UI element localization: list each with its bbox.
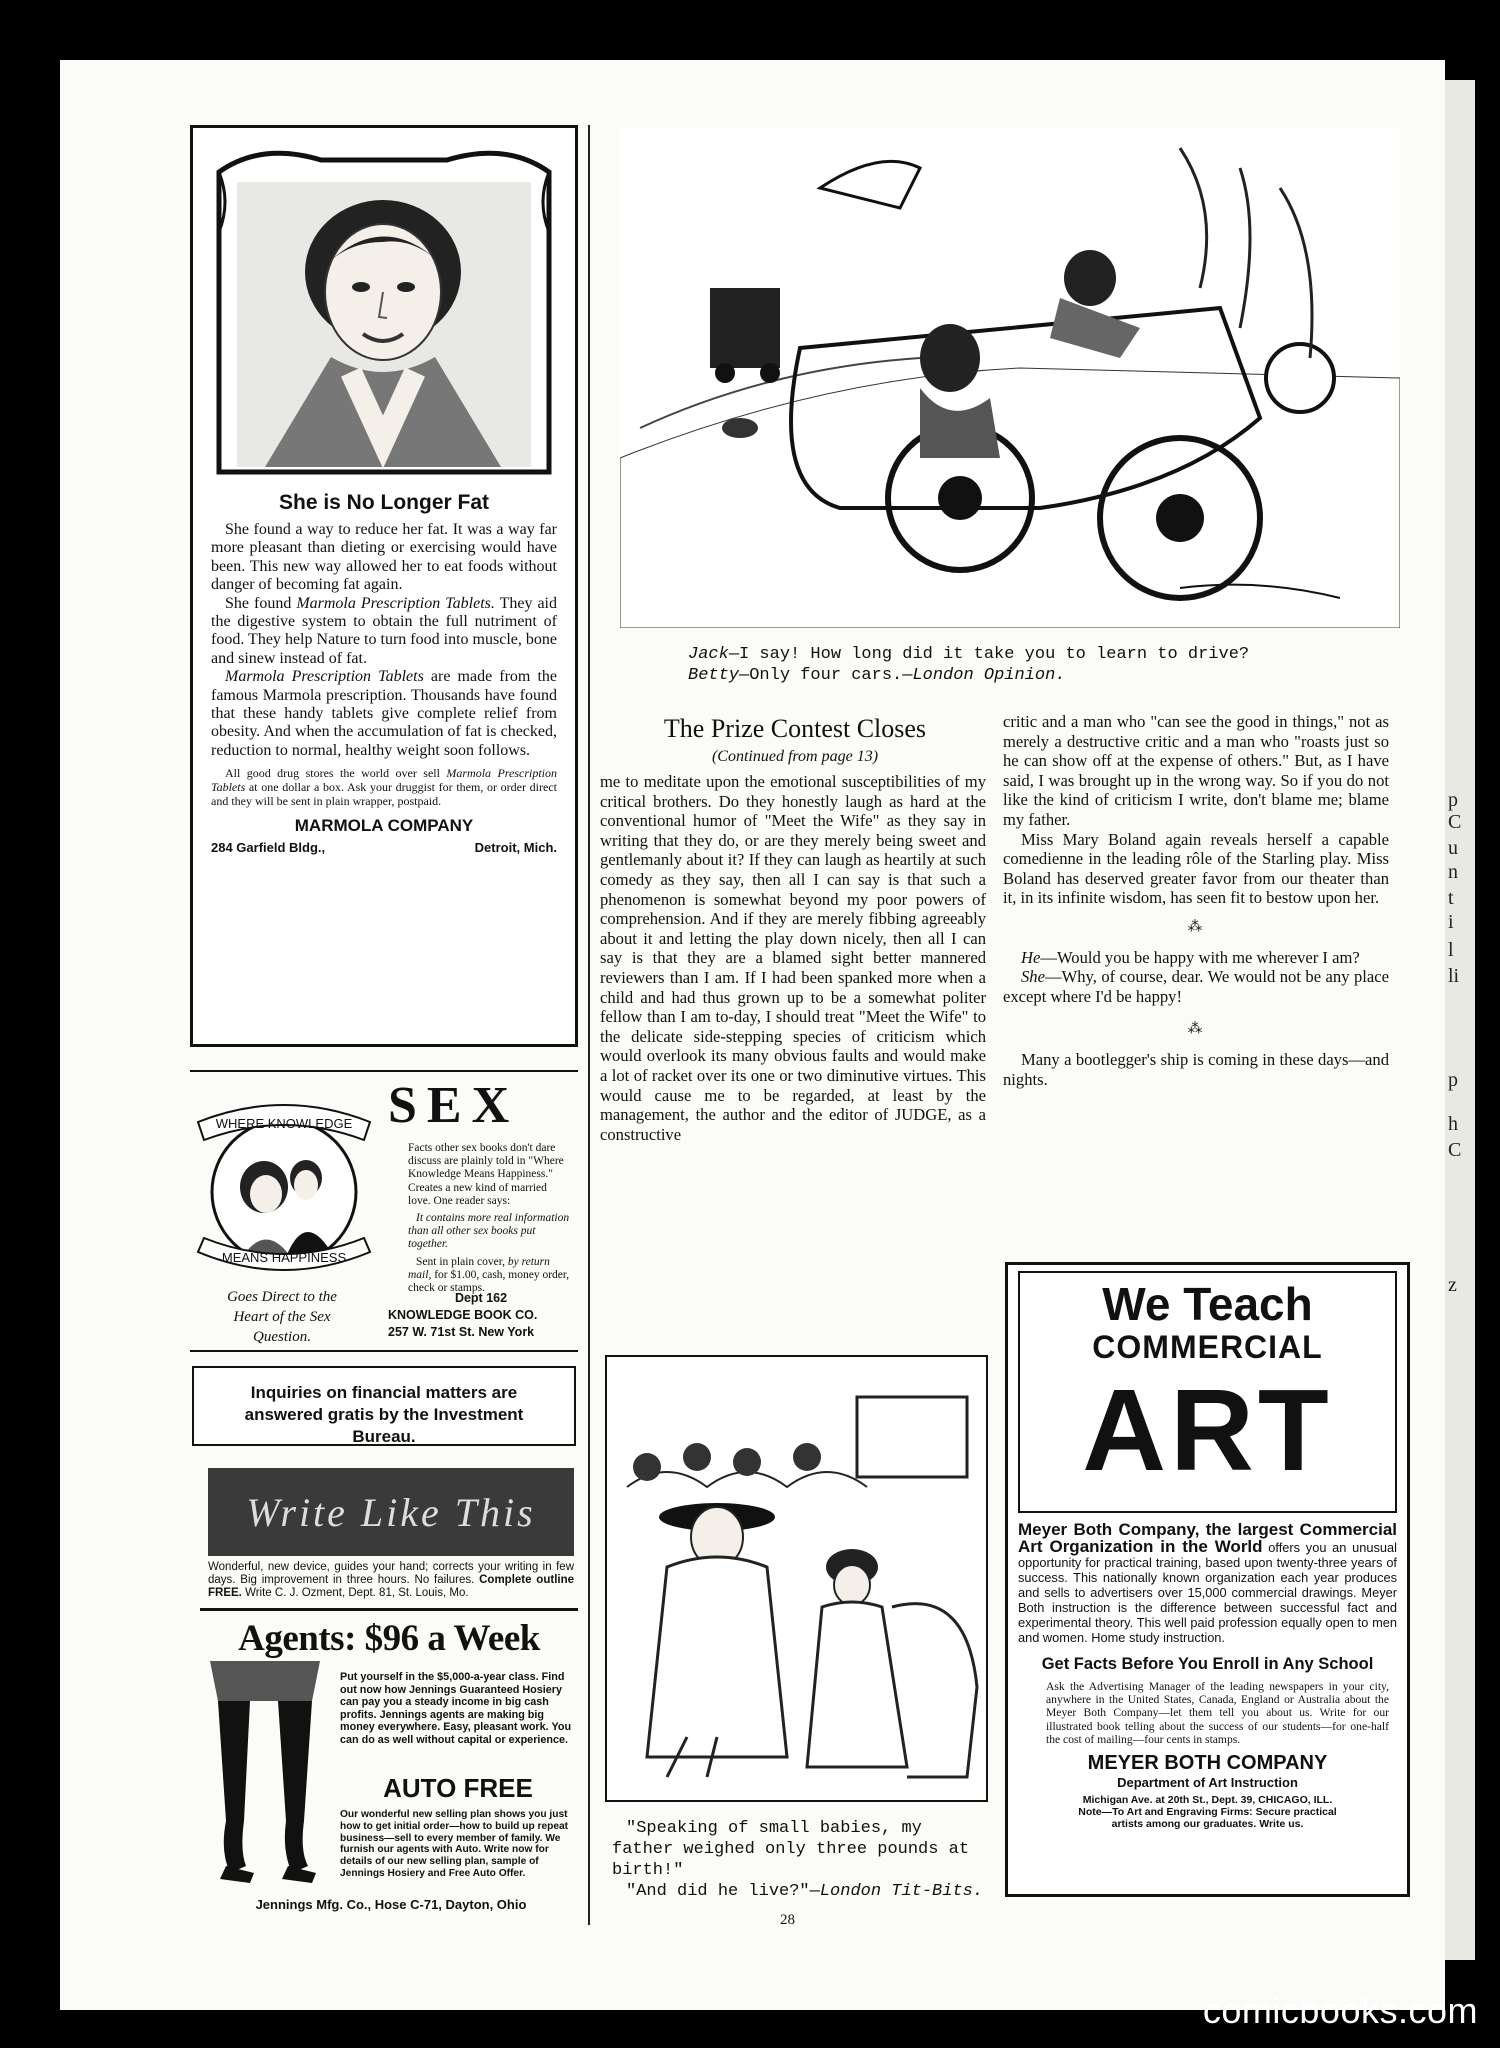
art-ad-dept: Department of Art Instruction [1117,1775,1298,1791]
svg-text:WHERE KNOWLEDGE: WHERE KNOWLEDGE [215,1116,353,1131]
joke-he-line: He—Would you be happy with me wherever I am? [1021,947,1360,967]
investment-bureau-box [192,1366,576,1446]
article-col2-paragraph-1: critic and a man who "can see the good in things," not as merely a destructive critic and a man who "roasts just so he can show off at the expense of others." But, as I have said, I was brought up in the wrong way. So if you do not like the kind of criticism I write, don't blame me; blame my father. [1003,712,1389,829]
portrait-illustration [211,142,557,477]
sex-ad-company: KNOWLEDGE BOOK CO. [388,1308,538,1322]
art-ad-line-art: ART [1082,1365,1333,1495]
art-ad-headline-block [1018,1271,1397,1513]
edge-letter: li [1448,965,1460,987]
caption-line-live: "And did he live?"—London Tit-Bits. [626,1882,984,1901]
party-cartoon-caption [612,1818,992,1902]
marmola-fine-print: All good drug stores the world over sell Marmola Prescription Tablets at one dollar a box. Ask your druggist for them, or order direct and they will be sent in plain wrapper, postpaid. [211,766,557,809]
edge-letter: l [1448,939,1454,961]
bootlegger-joke: Many a bootlegger's ship is coming in these days—and nights. [1003,1049,1389,1089]
script-sample-text: Write Like This [246,1489,536,1535]
art-ad-note: Note—To Art and Engraving Firms: Secure practical artists among our graduates. Write us. [1078,1806,1337,1831]
art-ad-body-2: Ask the Advertising Manager of the leading newspapers in your city, anywhere in the United States, Canada, England or Australia about the Meyer Both Company—let them tell you about us. Write for our illustrated book telling about the success of our students—for one-half the cost of mailing—four cents in stamps. [1046,1680,1389,1746]
edge-letter: C [1448,811,1462,833]
article-column-2 [1003,712,1389,1089]
couple-emblem-image [194,1092,374,1287]
art-ad-lead: Meyer Both Company, the largest Commercial Art Organization in the World offers you an unusual opportunity for practical training, based upon twenty-three years of success. This nationally known organization each year produces and sells to advertisers over 15,000 commercial drawings. Meyer Both instruction is the difference between successful fact and experimental theory. This well paid profession equally open to men and women. Home study instruction. [1018,1520,1397,1645]
art-ad-subhead: Get Facts Before You Enroll in Any School [1041,1655,1374,1673]
sex-ad-tagline: Goes Direct to the Heart of the Sex Question. [227,1289,337,1345]
sex-ad-quote: It contains more real information than all other sex books put together. [408,1212,570,1251]
stockings-legs-image [200,1661,330,1891]
article-col1-text: me to meditate upon the emotional susceptibilities of my critical brothers. Do they honestly laugh as hard at the conventional humor of "Meet the Wife" as they say in writing that they do, or are they merely being sweet and gentlemanly about it? If they can laugh as heartily at such comedy as they say, then all I can say is that such a phenomenon is somewhat beyond my poor powers of comprehension. And if they are merely fibbing agreeably about it and letting the play down nicely, then all I can say is that they are a blamed sight better mannered reviewers than I am. If I had been spanked more when a child and had thus grown up to be a somewhat politer fellow than I am to-day, I should treat "Meet the Wife" to the delicate side-stepping species of criticism which would overlook its many obvious faults and would make a lot of racket over its one or two diminutive virtues. This would cause me to be regarded, at least by the management, the author and the editor of JUDGE, as a constructive [600,772,986,1144]
agents-subhead: AUTO FREE [383,1773,533,1803]
agents-hosiery-ad [200,1608,578,1926]
art-ad-address: Michigan Ave. at 20th St., Dept. 39, CHICAGO, ILL. [1082,1794,1333,1807]
agents-body: Put yourself in the $5,000-a-year class. Find out now how Jennings Guaranteed Hosiery can pay you a steady income in big cash profits. Jennings agents are making big money everywhere. Easy, pleasant work. You can do as well without capital or experience. [340,1671,572,1746]
edge-letter: h [1448,1113,1458,1135]
adjacent-page-edge [1445,80,1475,1960]
woman-portrait-image [211,142,557,477]
agents-footer: Jennings Mfg. Co., Hose C-71, Dayton, Ohio [255,1897,527,1912]
article-column-1 [600,772,986,1144]
party-scene-drawing [607,1357,986,1800]
marmola-headline: She is No Longer Fat [278,491,490,514]
sex-ad-dept: Dept 162 [454,1291,508,1305]
page-number: 28 [780,1912,795,1928]
edge-letter: n [1448,861,1458,883]
marmola-ad [190,125,578,1047]
sex-ad-sent: Sent in plain cover, by return mail, for $1.00, cash, money order, check or stamps. [408,1255,570,1295]
art-ad-line-commercial: COMMERCIAL [1092,1329,1323,1365]
section-ornament-1: ⁂ [1187,918,1205,935]
edge-letter: i [1448,911,1454,933]
column-divider [588,125,590,1925]
svg-text:MEANS HAPPINESS: MEANS HAPPINESS [221,1250,347,1265]
commercial-art-ad [1005,1262,1410,1897]
car-cartoon-illustration [620,128,1400,628]
caption-line-betty: Betty—Only four cars.—London Opinion. [688,666,1066,685]
edge-letter: z [1448,1274,1457,1296]
agents-body-2: Our wonderful new selling plan shows you just how to get initial order—how to build up repeat business—sell to every member of family. We furnish our agents with Auto. Write now for details of our new selling plan, sample of Jennings Hosiery and Free Auto Offer. [340,1809,569,1879]
article-col2-paragraph-2: Miss Mary Boland again reveals herself a capable comedienne in the leading rôle of the Starling play. Miss Boland has deserved greater favor from our theater than it, in its infinite wisdom, has seen fit to bestow upon her. [1003,829,1389,908]
edge-letter: t [1448,887,1454,909]
article-title: The Prize Contest Closes [663,714,927,743]
edge-letter: u [1448,837,1458,859]
marmola-company: MARMOLA COMPANY [294,816,474,836]
joke-she-line: She—Why, of course, dear. We would not be any place except where I'd be happy! [1003,967,1389,1006]
sex-book-ad [190,1070,578,1352]
sex-ad-address: 257 W. 71st St. New York [388,1325,535,1339]
site-watermark: comicbooks.com [1202,1990,1478,2031]
marmola-paragraph-2: She found Marmola Prescription Tablets. They aid the digestive system to obtain the full nutriment of food. They help Nature to turn food into muscle, bone and sinew instead of fat. [211,594,557,667]
edge-letter: p [1448,789,1458,811]
article-continued: (Continued from page 13) [711,748,879,765]
car-cartoon-caption [688,644,1388,686]
section-ornament-2: ⁂ [1187,1021,1205,1038]
investment-bureau-text: Inquiries on financial matters are answered gratis by the Investment Bureau. [244,1383,524,1446]
sex-ad-body: Facts other sex books don't dare discuss are plainly told in "Where Knowledge Means Happiness." Creates a new kind of married love. One reader says: [408,1142,564,1207]
caption-line-jack: Jack—I say! How long did it take you to learn to drive? [688,645,1250,664]
caption-line-babies: "Speaking of small babies, my father weighed only three pounds at birth!" [612,1819,970,1880]
marmola-paragraph-3: Marmola Prescription Tablets are made from the famous Marmola prescription. Thousands have found that these handy tablets give complete relief from obesity. And when the accumulation of fat is checked, reduction to normal, healthy weight soon follows. [211,668,557,759]
script-sample-banner [208,1468,574,1556]
art-ad-line-we-teach: We Teach [1102,1278,1313,1330]
broken-car-drawing [620,128,1400,628]
handwriting-ad-body: Wonderful, new device, guides your hand; corrects your writing in few days. Big improvement in three hours. No failures. Complete outline FREE. Write C. J. Ozment, Dept. 81, St. Louis, Mo. [208,1561,574,1599]
sex-ad-title: SEX [388,1077,520,1134]
art-ad-company: MEYER BOTH COMPANY [1087,1752,1328,1775]
edge-letter: p [1448,1069,1458,1091]
handwriting-ad [208,1468,574,1599]
party-cartoon-illustration [605,1355,988,1802]
marmola-address: 284 Garfield Bldg., Detroit, Mich. [211,840,557,856]
edge-letter: C [1448,1139,1462,1161]
marmola-paragraph-1: She found a way to reduce her fat. It was a way far more pleasant than dieting or exercising would have been. This new way allowed her to eat foods without danger of becoming fat again. [211,521,557,594]
agents-headline: Agents: $96 a Week [238,1618,540,1659]
